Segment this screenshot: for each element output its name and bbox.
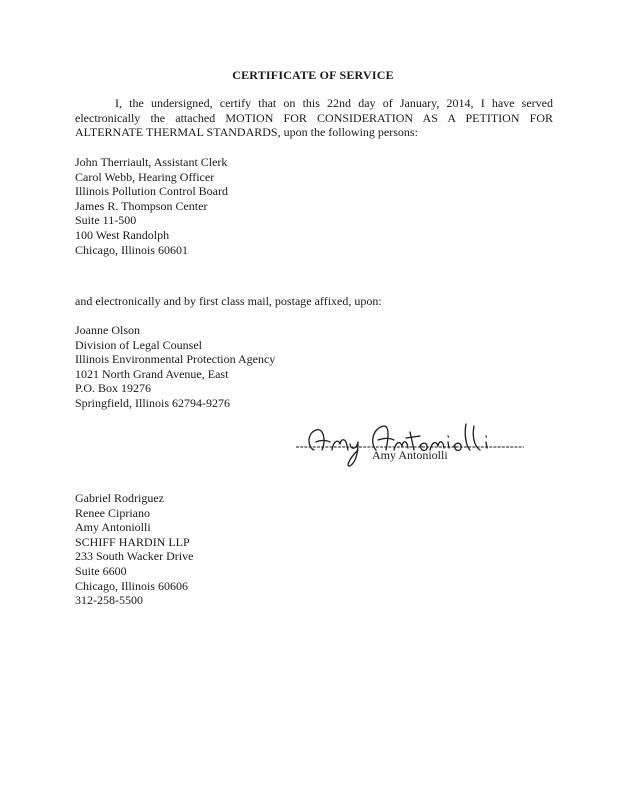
address-line: 233 South Wacker Drive — [75, 549, 194, 564]
service-method-text: and electronically and by first class mail, postage affixed, upon: — [75, 294, 382, 308]
address-line: Illinois Pollution Control Board — [75, 184, 229, 199]
secondary-recipient-address — [75, 323, 275, 411]
counsel-address-block — [75, 491, 193, 608]
address-line: 1021 North Grand Avenue, East — [75, 366, 229, 381]
signatory-name: Amy Antoniolli — [372, 448, 448, 462]
address-line: Chicago, Illinois 60601 — [75, 242, 188, 257]
phone-number: 312-258-5500 — [75, 593, 143, 608]
address-line: Suite 11-500 — [75, 213, 137, 228]
address-line: Springfield, Illinois 62794-9276 — [75, 395, 230, 410]
address-line: Joanne Olson — [75, 323, 140, 337]
address-line: Chicago, Illinois 60606 — [75, 578, 188, 593]
address-line: Division of Legal Counsel — [75, 337, 202, 352]
address-line: Amy Antoniolli — [75, 520, 151, 535]
address-line: Carol Webb, Hearing Officer — [75, 169, 215, 184]
address-line: James R. Thompson Center — [75, 198, 208, 213]
address-line: Gabriel Rodriguez — [75, 491, 164, 505]
address-line: 100 West Randolph — [75, 227, 170, 242]
address-line: Suite 6600 — [75, 563, 127, 578]
address-line: Renee Cipriano — [75, 505, 150, 520]
signature-block — [296, 420, 528, 468]
intro-paragraph: I, the undersigned, certify that on this 22nd day of January, 2014, I have served electronically the attached MOTION FOR CONSIDERATION AS A PETITION FOR ALTERNATE THERMAL STANDARDS, upon the following persons: — [75, 96, 553, 140]
primary-recipient-address — [75, 155, 228, 257]
document-title: CERTIFICATE OF SERVICE — [232, 68, 394, 82]
address-line: Illinois Environmental Protection Agency — [75, 352, 276, 367]
address-line: John Therriault, Assistant Clerk — [75, 155, 228, 169]
address-line: P.O. Box 19276 — [75, 381, 152, 396]
firm-name: SCHIFF HARDIN LLP — [75, 534, 190, 549]
